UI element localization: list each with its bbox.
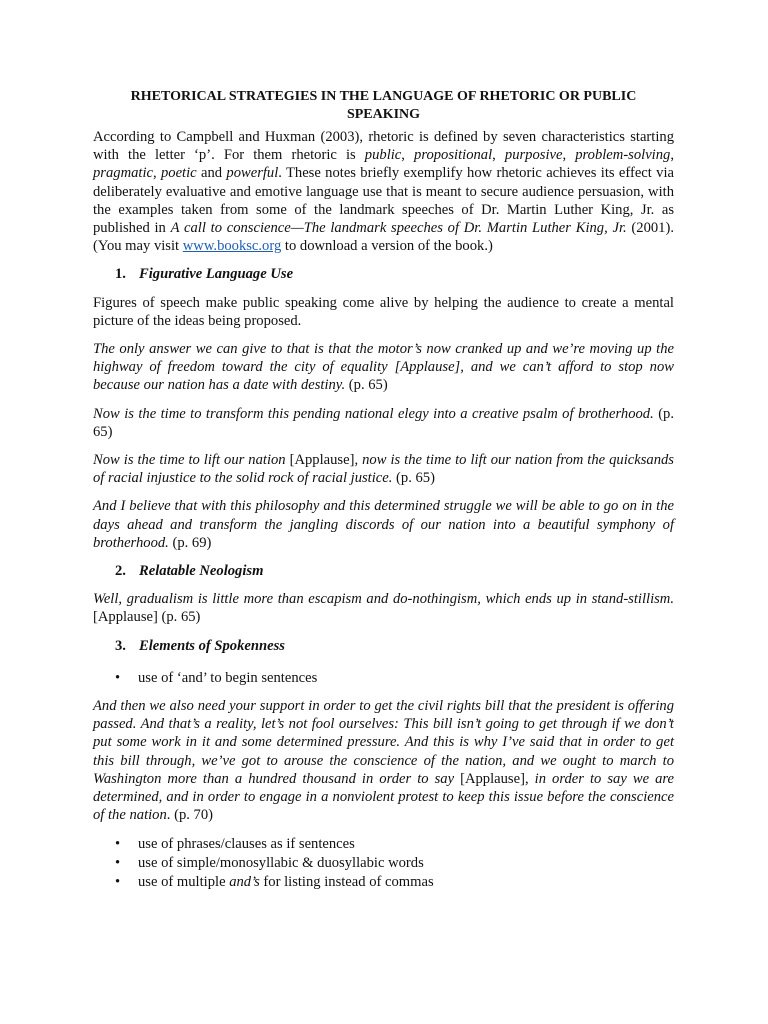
quote <box>93 590 674 626</box>
list-item <box>93 835 674 853</box>
section-number: 2. <box>115 563 126 580</box>
bullet-list <box>93 669 674 687</box>
page-reference: (p. 65) <box>392 470 435 487</box>
list-item-text: for listing instead of commas <box>259 873 434 890</box>
page-reference: (p. 65) <box>345 377 388 394</box>
intro-text: (2001). (You may visit <box>93 220 674 255</box>
applause-note: [Applause], <box>285 452 363 469</box>
quote-text: And I believe that with this philosophy and this determined struggle we will be able to go on in the days ahead and transform the jangling discords of our nation into a beautiful symphony of brotherhood. <box>93 498 674 551</box>
quote <box>93 451 674 487</box>
term-propositional: propositional <box>414 147 493 164</box>
book-title: A call to conscience—The landmark speeches of Dr. Martin Luther King, Jr. <box>170 220 627 237</box>
quote-text: The only answer we can give to that is that the motor’s now cranked up and we’re moving up the highway of freedom toward the city of equality [Applause], and we can’t afford to stop now because our nation has a date with destiny. <box>93 341 674 394</box>
intro-text: to download a version of the book.) <box>281 238 493 255</box>
section-heading-1 <box>93 265 674 283</box>
list-item <box>93 854 674 872</box>
term-problem-solving: problem-solving <box>575 147 671 164</box>
section-title: Relatable Neologism <box>139 563 264 580</box>
section-1-text: Figures of speech make public speaking come alive by helping the audience to create a mental picture of the ideas being proposed. <box>93 294 674 329</box>
quote-text: Now is the time to lift our nation <box>93 452 286 469</box>
list-item-emphasis: and’s <box>229 873 260 890</box>
term-purposive: purposive <box>504 147 563 164</box>
separator: , <box>401 147 415 164</box>
intro-paragraph <box>93 128 674 255</box>
bullet-icon: • <box>115 835 121 852</box>
section-heading-2 <box>93 562 674 580</box>
list-item-text: use of simple/monosyllabic & duosyllabic words <box>138 854 424 871</box>
term-powerful: powerful <box>226 165 279 182</box>
quote-text: Well, gradualism is little more than escapism and do-nothingism, which ends up in stand-stillism. <box>93 591 674 608</box>
bullet-icon: • <box>115 854 121 871</box>
page-reference: (p. 65) <box>93 405 674 440</box>
section-title: Figurative Language Use <box>139 266 294 283</box>
section-number: 3. <box>115 637 126 654</box>
list-item-text: use of phrases/clauses as if sentences <box>138 835 355 852</box>
applause-note: [Applause], <box>454 770 535 787</box>
separator: , <box>562 147 576 164</box>
section-heading-3 <box>93 637 674 655</box>
intro-text: According to Campbell and Huxman (2003), rhetoric is defined by seven characteristics starting with the letter ‘p’. For them rhetoric is <box>93 129 674 164</box>
page-title: RHETORICAL STRATEGIES IN THE LANGUAGE OF RHETORIC OR PUBLIC SPEAKING <box>130 89 637 122</box>
quote <box>93 697 674 824</box>
section-title: Elements of Spokenness <box>139 637 285 654</box>
page-reference: . (p. 70) <box>166 807 213 824</box>
intro-text: . These notes briefly exemplify how rhetoric achieves its effect via deliberately evaluative and emotive language use that is meant to secure audience persuasion, with the examples taken from some of the landmark speeches of Dr. Martin Luther King, Jr. as published in <box>93 165 674 237</box>
term-pragmatic: pragmatic <box>93 165 153 182</box>
separator: , <box>153 165 161 182</box>
bullet-icon: • <box>115 873 121 890</box>
list-item-text: use of multiple <box>138 873 230 890</box>
list-item <box>93 873 674 891</box>
quote-text: And then we also need your support in order to get the civil rights bill that the president is offering passed. And that’s a reality, let’s not fool ourselves: This bill isn’t going to get through if we don’t put some work in it and some determined pressure. And this is why I’ve said that in order to get this bill through, we’ve got to arouse the conscience of the nation, and we ought to march to Washington more than a hundred thousand in order to say <box>93 698 674 787</box>
separator: , <box>492 147 505 164</box>
quote-text: Now is the time to transform this pending national elegy into a creative psalm of brotherhood. <box>93 405 654 422</box>
separator: and <box>196 165 227 182</box>
quote <box>93 340 674 395</box>
list-item <box>93 669 674 687</box>
document-body <box>93 88 674 901</box>
bullet-list <box>93 835 674 892</box>
page-reference: [Applause] (p. 65) <box>93 609 201 626</box>
list-item-text: use of ‘and’ to begin sentences <box>138 669 318 686</box>
quote-text: in order to say we are determined, and in order to engage in a nonviolent protest to keep this issue before the conscience of the nation <box>93 770 674 824</box>
term-poetic: poetic <box>160 165 197 182</box>
quote <box>93 497 674 552</box>
booksc-link[interactable]: www.booksc.org <box>182 238 282 255</box>
separator: , <box>670 147 674 164</box>
bullet-icon: • <box>115 669 121 686</box>
quote-text: now is the time to lift our nation from the quicksands of racial injustice to the solid rock of racial justice. <box>93 452 674 487</box>
term-public: public <box>364 147 402 164</box>
section-number: 1. <box>115 266 126 283</box>
quote <box>93 405 674 441</box>
page-reference: (p. 69) <box>168 534 212 551</box>
